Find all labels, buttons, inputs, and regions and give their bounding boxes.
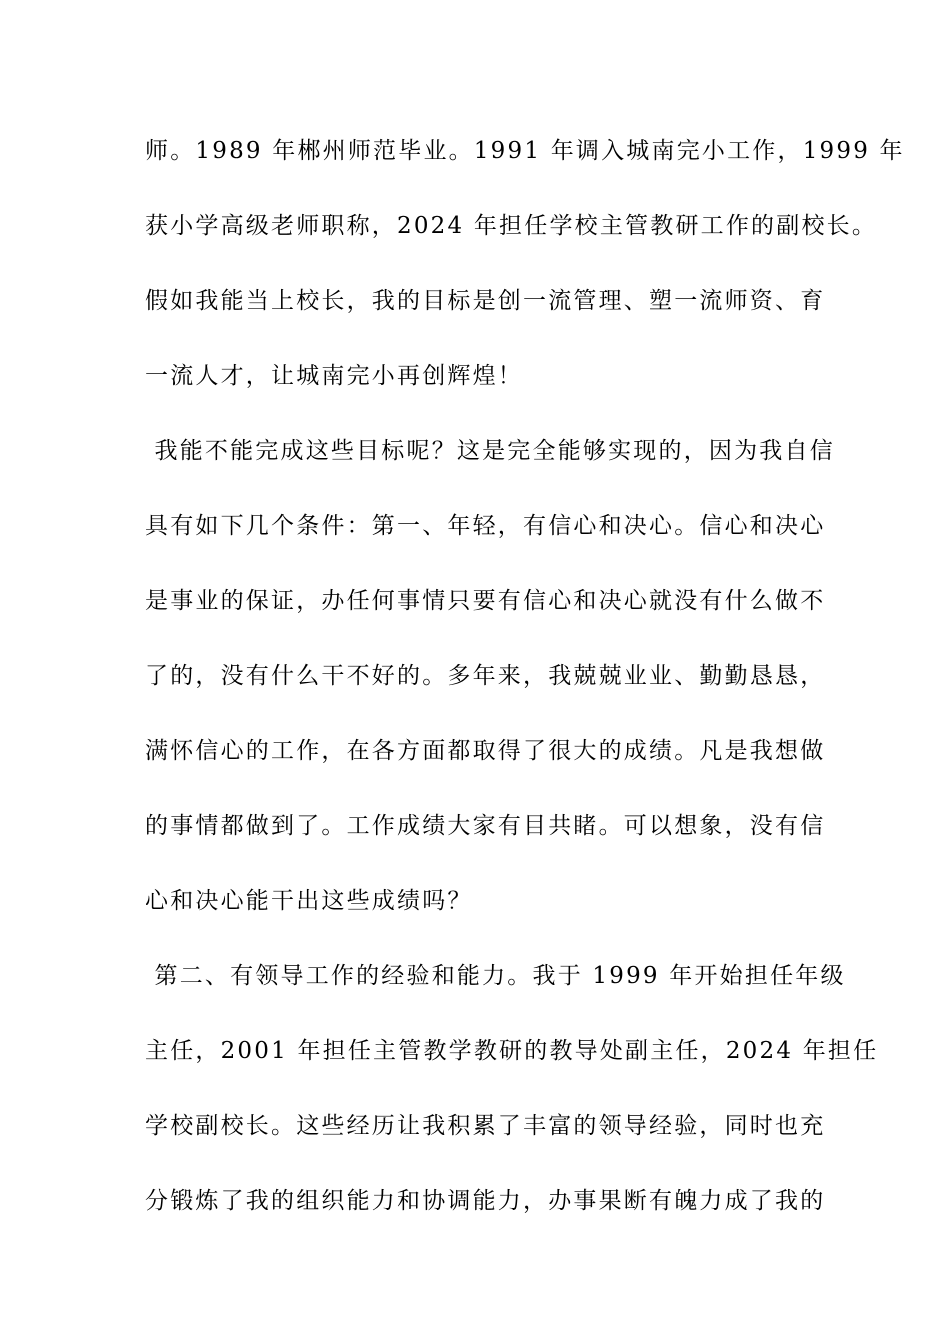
paragraph-start-line: 第二、有领导工作的经验和能力。我于 1999 年开始担任年级 — [145, 963, 846, 989]
text-line: 师。1989 年郴州师范毕业。1991 年调入城南完小工作，1999 年 — [145, 138, 905, 164]
text-line: 分锻炼了我的组织能力和协调能力，办事果断有魄力成了我的 — [145, 1188, 826, 1214]
text-line: 学校副校长。这些经历让我积累了丰富的领导经验，同时也充 — [145, 1113, 826, 1139]
text-line: 心和决心能干出这些成绩吗？ — [145, 888, 473, 914]
text-line: 一流人才，让城南完小再创辉煌！ — [145, 363, 523, 389]
text-line: 具有如下几个条件：第一、年轻，有信心和决心。信心和决心 — [145, 513, 826, 539]
text-line: 假如我能当上校长，我的目标是创一流管理、塑一流师资、育 — [145, 288, 826, 314]
text-line: 主任，2001 年担任主管教学教研的教导处副主任，2024 年担任 — [145, 1038, 879, 1064]
text-line: 满怀信心的工作，在各方面都取得了很大的成绩。凡是我想做 — [145, 738, 826, 764]
text-line: 的事情都做到了。工作成绩大家有目共睹。可以想象，没有信 — [145, 813, 826, 839]
text-line: 获小学高级老师职称，2024 年担任学校主管教研工作的副校长。 — [145, 213, 878, 239]
text-line: 是事业的保证，办任何事情只要有信心和决心就没有什么做不 — [145, 588, 826, 614]
text-line: 了的，没有什么干不好的。多年来，我兢兢业业、勤勤恳恳， — [145, 663, 826, 689]
paragraph-start-line: 我能不能完成这些目标呢？这是完全能够实现的，因为我自信 — [145, 438, 835, 464]
